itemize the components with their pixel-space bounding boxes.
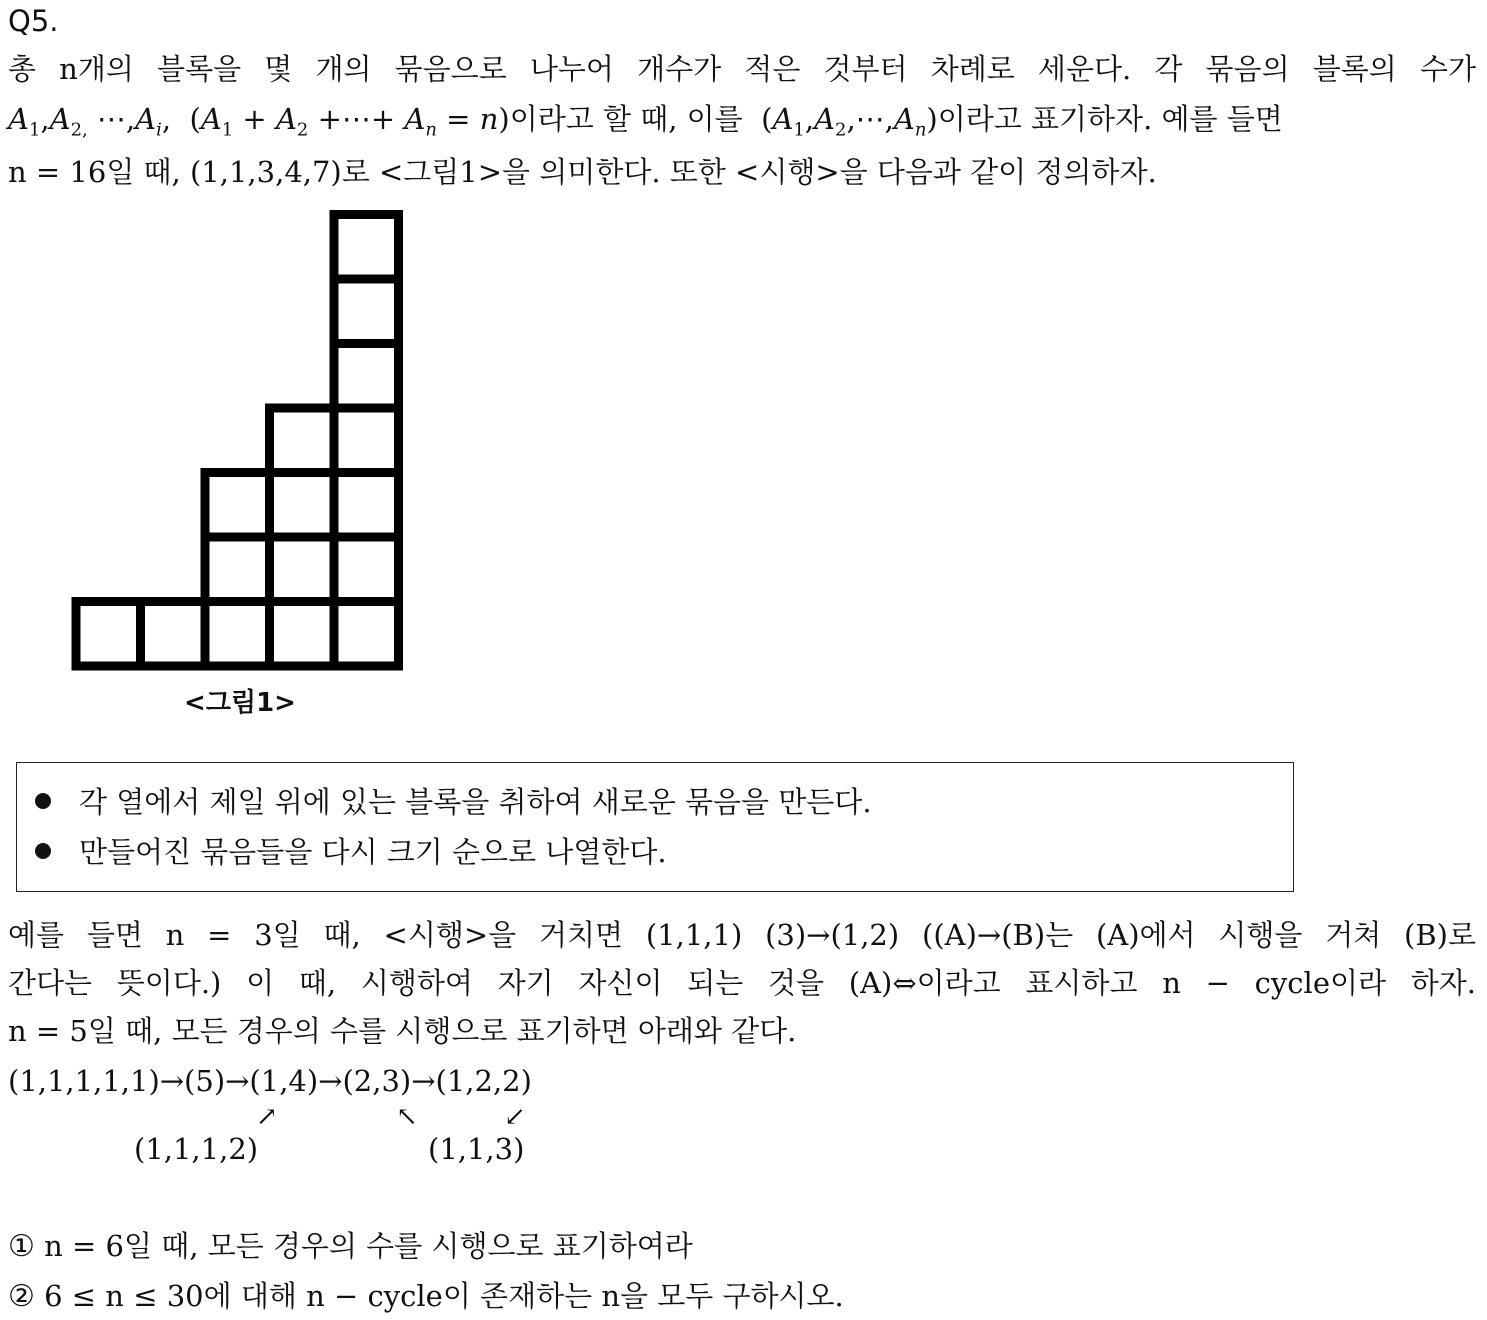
question-number: Q5.: [8, 4, 59, 38]
block: [205, 537, 270, 602]
block: [334, 537, 399, 602]
explanation-line-3: n = 5일 때, 모든 경우의 수를 시행으로 표기하면 아래와 같다.: [8, 1014, 797, 1048]
block: [334, 215, 399, 280]
block: [205, 602, 270, 667]
block: [270, 408, 335, 473]
block: [205, 473, 270, 538]
chain-branch-left: (1,1,1,2): [134, 1132, 259, 1166]
definition-item-text: 만들어진 묶음들을 다시 크기 순으로 나열한다.: [79, 835, 667, 869]
chain-main: (1,1,1,1,1)→(5)→(1,4)→(2,3)→(1,2,2): [8, 1064, 532, 1098]
question-line-2: [8, 102, 1476, 141]
chain-branch-right: (1,1,3): [428, 1132, 525, 1166]
question-line-1: 총 n개의 블록을 몇 개의 묶음으로 나누어 개수가 적은 것부터 차례로 세운다. 각 묶음의 블록의 수가: [8, 52, 1476, 86]
subquestion-text: n = 6일 때, 모든 경우의 수를 시행으로 표기하여라: [44, 1229, 693, 1263]
definition-box: [16, 762, 1294, 892]
block: [334, 473, 399, 538]
explanation-line-2: 간다는 뜻이다.) 이 때, 시행하여 자기 자신이 되는 것을 (A)⇔이라고 표시하고 n − cycle이라 하자.: [8, 966, 1476, 1000]
definition-item-text: 각 열에서 제일 위에 있는 블록을 취하여 새로운 묶음을 만든다.: [79, 785, 872, 819]
block: [141, 602, 206, 667]
bullet-icon: [35, 793, 51, 809]
subquestion-2: [8, 1279, 844, 1314]
block: [76, 602, 141, 667]
subquestion-1: [8, 1229, 693, 1264]
arrow-up-right-icon: ↗: [256, 1102, 278, 1132]
block: [334, 344, 399, 409]
bullet-icon: [35, 843, 51, 859]
arrow-down-left-icon: ↙: [504, 1102, 526, 1132]
sequence-notation: $A_1,A_{2,}$ $\cdots,A_i$, ($A_1 + A_2$ +⋯+ $A_n = n$): [8, 102, 510, 141]
figure-caption: <그림1>: [184, 688, 296, 718]
question-line-2-tail: 이라고 할 때, 이를: [509, 102, 743, 136]
definition-item: [35, 785, 872, 819]
subquestion-marker: ②: [8, 1279, 35, 1314]
tuple-notation: $(A_1,A_2,\cdots,A_n)$: [761, 102, 938, 141]
block-figure: [60, 210, 420, 680]
arrow-up-left-icon: ↖: [396, 1102, 418, 1132]
block: [270, 537, 335, 602]
block: [334, 279, 399, 344]
question-line-2-end: 이라고 표기하자. 예를 들면: [937, 102, 1283, 136]
block: [270, 473, 335, 538]
explanation-line-1: 예를 들면 n = 3일 때, <시행>을 거치면 (1,1,1) (3)→(1,2) ((A)→(B)는 (A)에서 시행을 거쳐 (B)로: [8, 918, 1476, 952]
subquestion-marker: ①: [8, 1229, 35, 1264]
question-line-3: n = 16일 때, (1,1,3,4,7)로 <그림1>을 의미한다. 또한 <시행>을 다음과 같이 정의하자.: [8, 155, 1157, 189]
block: [334, 602, 399, 667]
block: [270, 602, 335, 667]
definition-item: [35, 835, 667, 869]
subquestion-text: 6 ≤ n ≤ 30에 대해 n − cycle이 존재하는 n을 모두 구하시오.: [44, 1279, 844, 1313]
block: [334, 408, 399, 473]
